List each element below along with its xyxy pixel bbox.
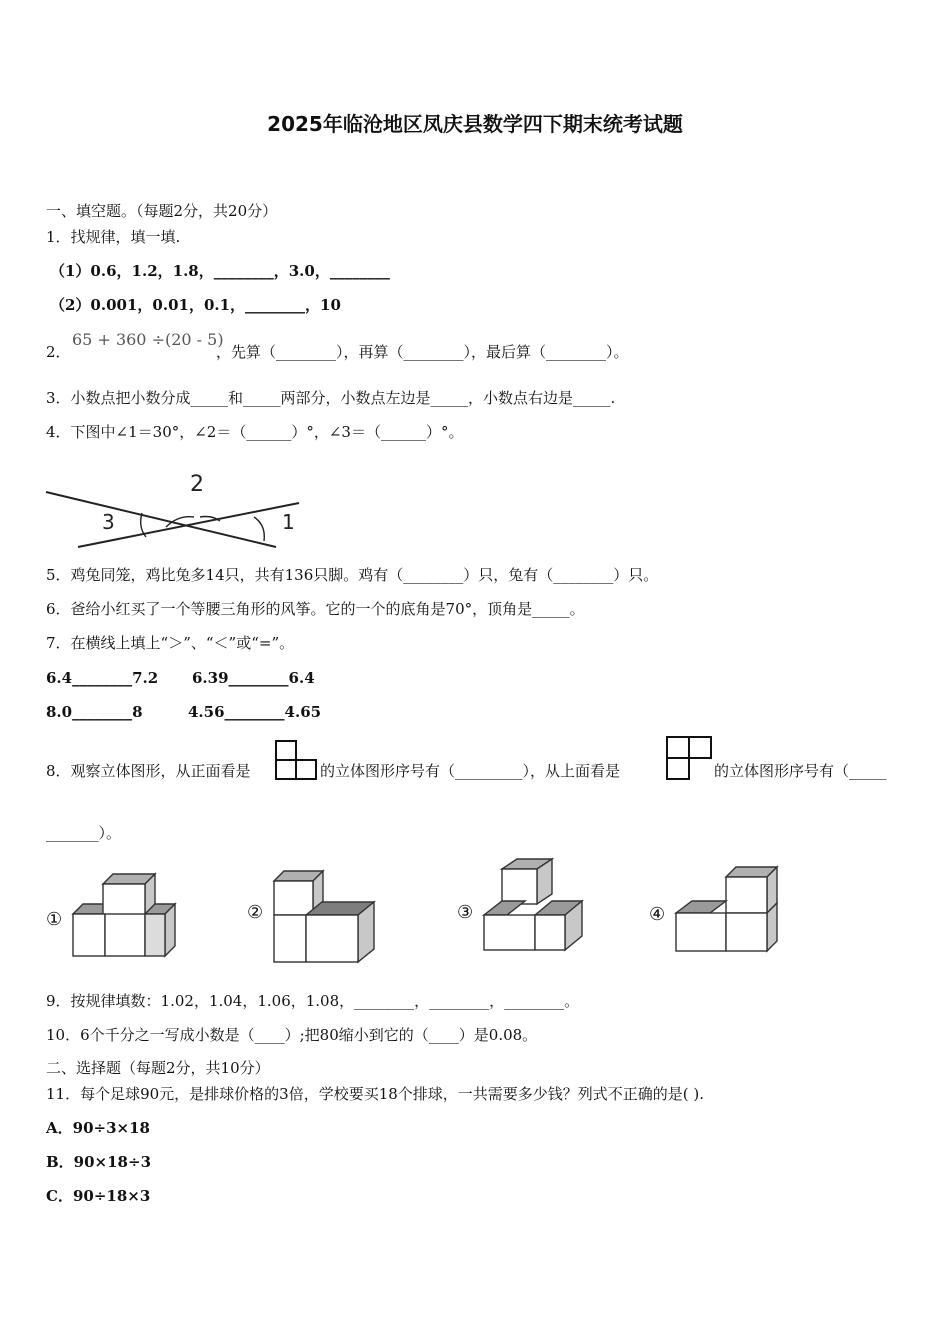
question-2-text: ，先算（________），再算（________），最后算（________）。 [216, 343, 629, 361]
question-7-row-2b: 4.56________4.65 [188, 703, 322, 721]
question-8-part-3: 的立体图形序号有（_____ [714, 762, 887, 780]
question-7-row-2a: 8.0________8 [46, 703, 143, 721]
question-6: 6．爸给小红买了一个等腰三角形的风筝。它的一个的底角是70°，顶角是_____。 [46, 600, 585, 618]
question-1-part-1: （1）0.6，1.2，1.8，________，3.0，________ [50, 262, 390, 280]
question-2-number: 2． [46, 343, 71, 361]
figure-2-cubes [270, 868, 382, 966]
question-5: 5．鸡兔同笼，鸡比兔多14只，共有136只脚。鸡有（________）只，兔有（________）只。 [46, 566, 659, 584]
question-8-part-1: 8．观察立体图形，从正面看是 [46, 762, 251, 780]
question-8-part-2: 的立体图形序号有（_________），从上面看是 [320, 762, 621, 780]
question-11-option-a[interactable]: A．90÷3×18 [46, 1119, 150, 1137]
question-2-expression: 65 + 360 ÷(20 - 5) [72, 330, 224, 349]
figure-3-cubes [480, 856, 586, 954]
front-view-icon [274, 739, 318, 781]
angle-label-3: 3 [102, 510, 115, 534]
question-8-line-2: _______）。 [46, 824, 122, 842]
question-3: 3．小数点把小数分成_____和_____两部分，小数点左边是_____，小数点右边是_____. [46, 389, 616, 407]
angle-diagram [44, 465, 304, 550]
question-10: 10．6个千分之一写成小数是（____）;把80缩小到它的（____）是0.08。 [46, 1026, 538, 1044]
figure-3-label: ③ [457, 902, 474, 923]
section-choice-heading: 二、选择题（每题2分，共10分） [46, 1059, 270, 1077]
figure-4-cubes [672, 863, 784, 955]
question-11-stem: 11．每个足球90元，是排球价格的3倍，学校要买18个排球，一共需要多少钱？列式不正确的是( ). [46, 1085, 705, 1103]
section-fill-heading: 一、填空题。（每题2分，共20分） [46, 202, 278, 220]
question-7-row-1b: 6.39________6.4 [192, 669, 315, 687]
top-view-icon [665, 735, 713, 781]
question-1-part-2: （2）0.001，0.01，0.1，________，10 [50, 296, 341, 314]
question-11-option-b[interactable]: B．90×18÷3 [46, 1153, 152, 1171]
arc-angle-1 [254, 517, 264, 541]
question-4-text: 4．下图中∠1＝30°，∠2＝（______）°，∠3＝（______）°。 [46, 423, 464, 441]
angle-label-1: 1 [282, 510, 295, 534]
question-7-stem: 7．在横线上填上“＞”、“＜”或“=”。 [46, 634, 295, 652]
line-a [46, 492, 276, 547]
angle-label-2: 2 [190, 472, 204, 497]
question-9: 9．按规律填数：1.02，1.04，1.06，1.08，________，________，________。 [46, 992, 580, 1010]
figure-2-label: ② [247, 902, 264, 923]
figure-1-cubes [70, 870, 180, 965]
figure-4-label: ④ [649, 904, 666, 925]
page-title: 2025年临沧地区凤庆县数学四下期末统考试题 [267, 112, 683, 136]
figure-1-label: ① [46, 909, 63, 930]
question-11-option-c[interactable]: C．90÷18×3 [46, 1187, 151, 1205]
question-7-row-1a: 6.4________7.2 [46, 669, 159, 687]
question-1-stem: 1．找规律，填一填. [46, 228, 181, 246]
